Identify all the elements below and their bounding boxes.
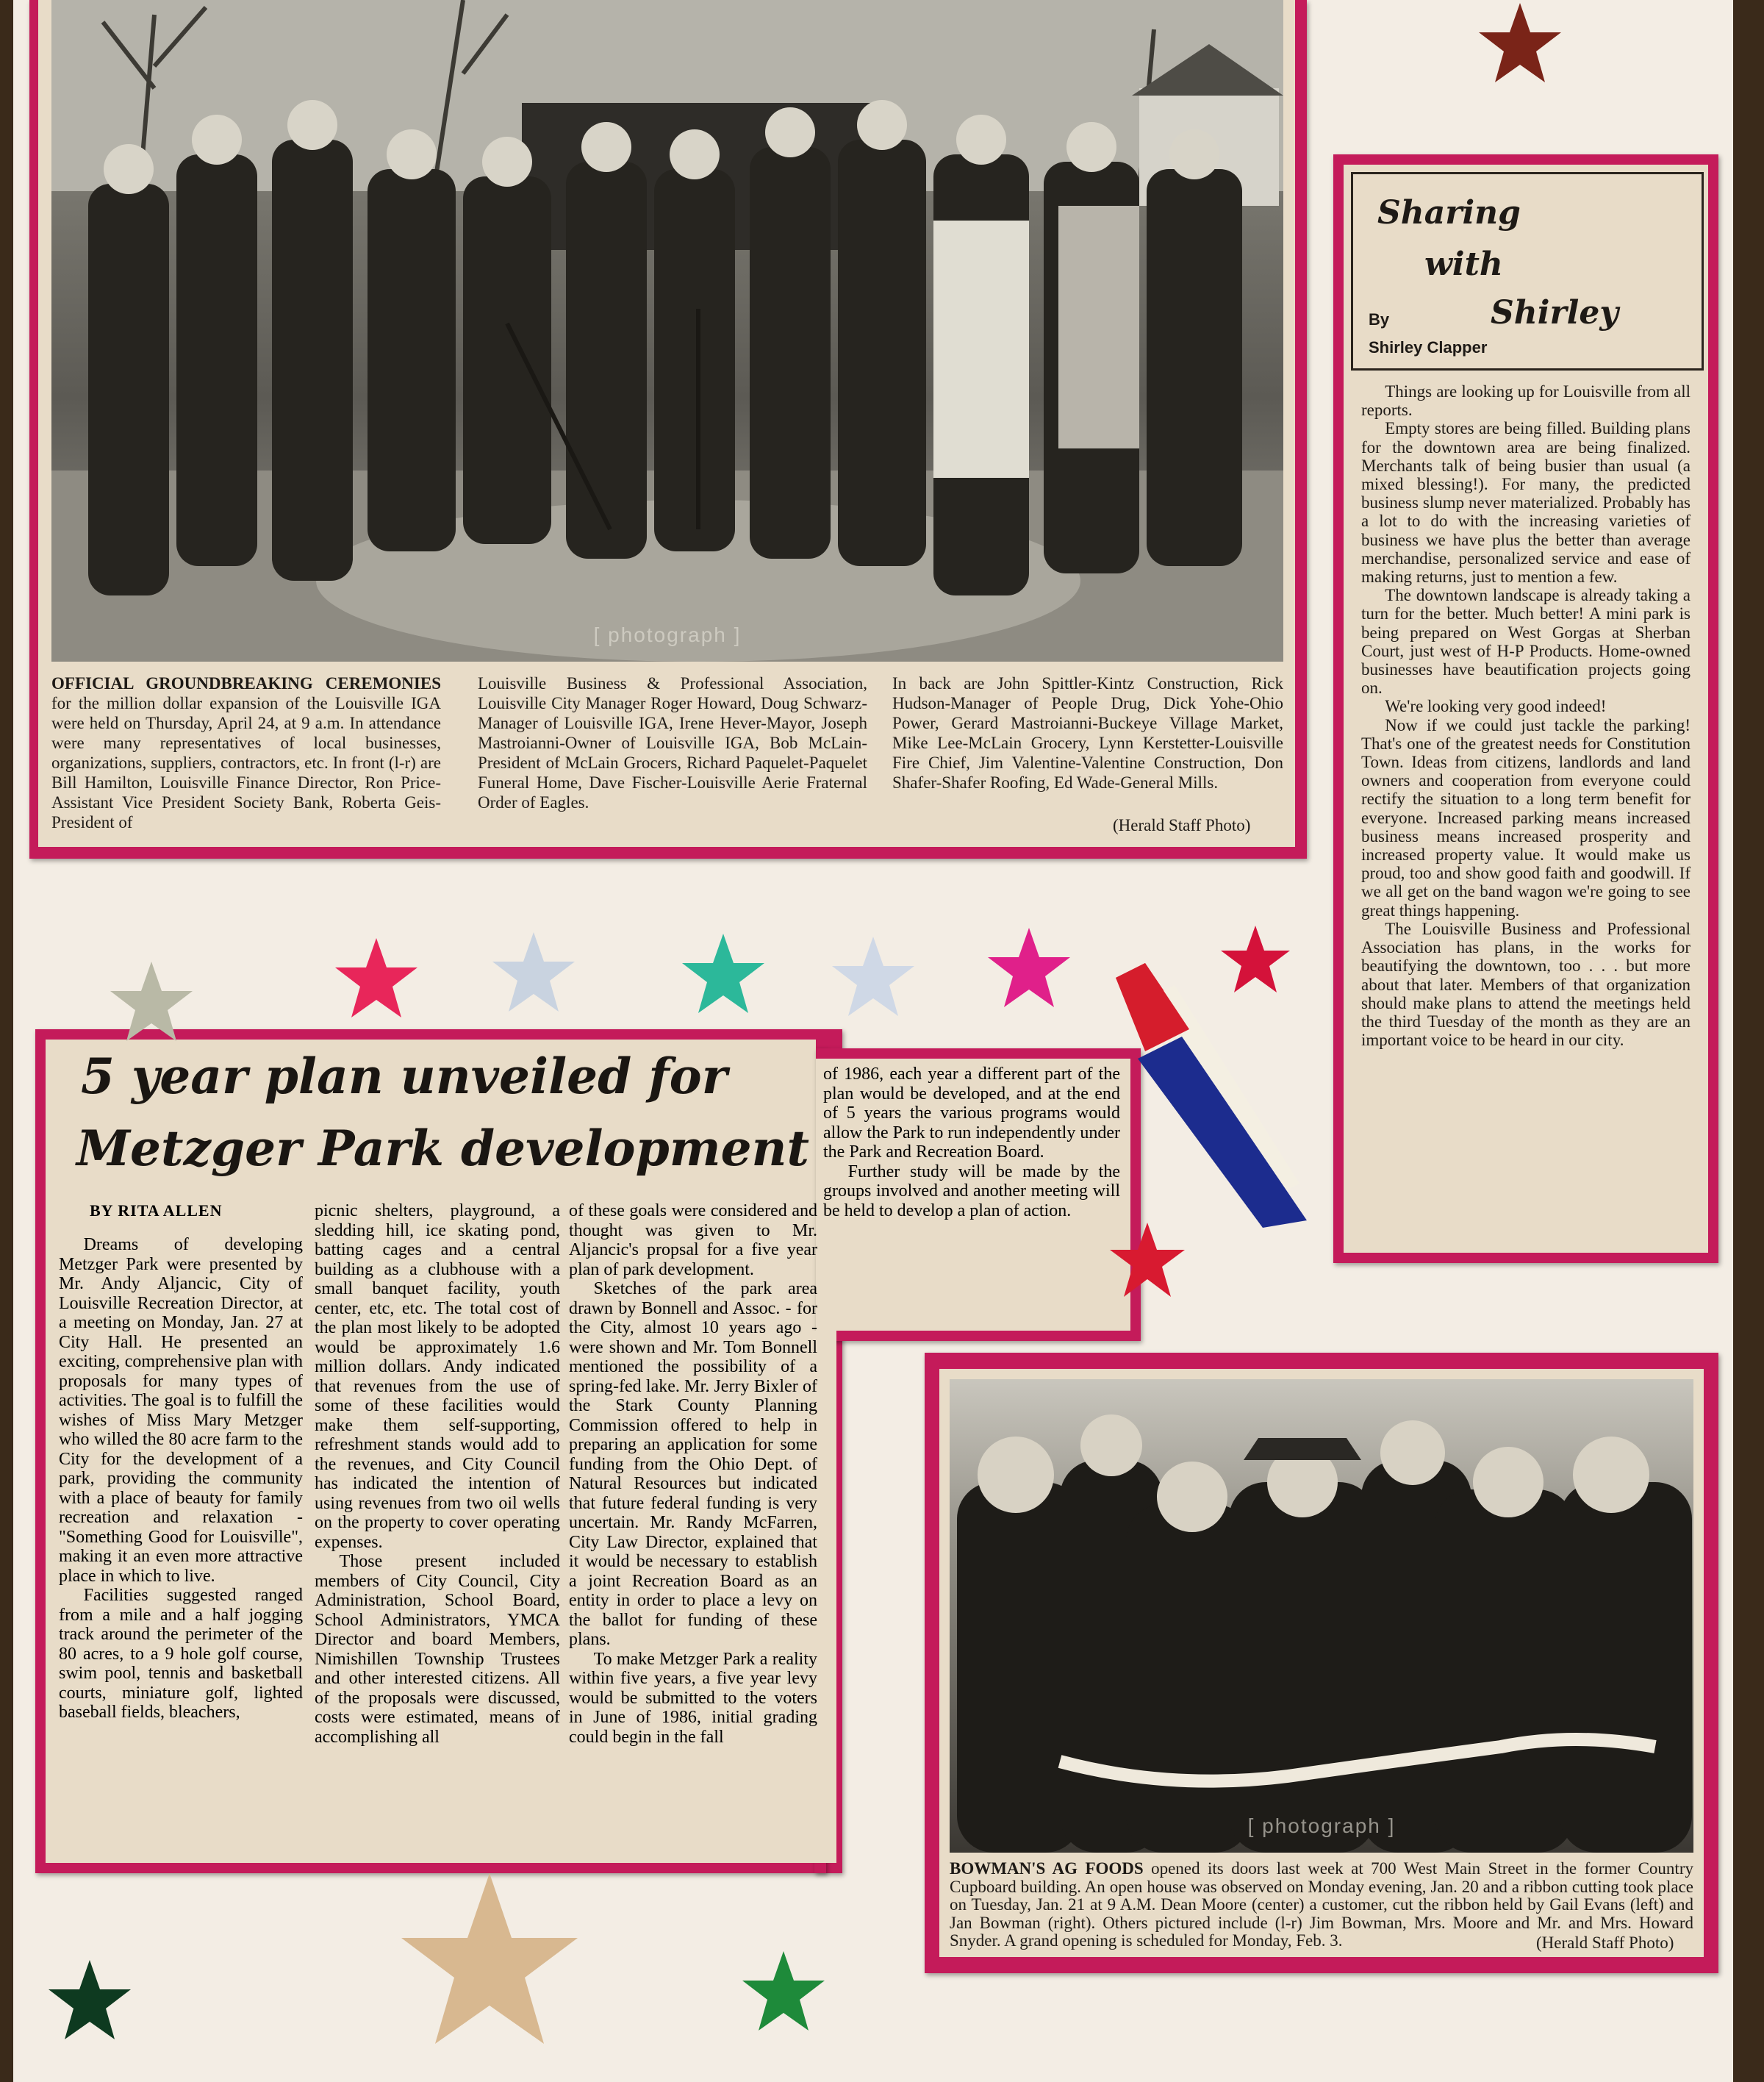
column-title-sharing: Sharing [1377, 194, 1521, 232]
article-paragraph: of 1986, each year a different part of the plan would be developed, and at the end of 5 years the various programs would allow the Park to run independently under the Park and Recreation Board. [823, 1065, 1120, 1162]
groundbreaking-photo [51, 0, 1283, 662]
star-shape [1110, 1223, 1185, 1297]
bowman-caption-lead: BOWMAN'S AG FOODS [950, 1859, 1144, 1878]
article-col3 [569, 1201, 817, 1747]
column-author: Shirley Clapper [1369, 338, 1488, 357]
star-sticker [332, 935, 420, 1023]
star-shape [335, 938, 417, 1017]
column-body [1361, 382, 1690, 1049]
star-sticker [46, 1957, 134, 2045]
column-paragraph: The Louisville Business and Professional Association has plans, in the works for beautifying the downtown, too . . . but more about that later. Members of that organization should make plans to attend the meetings held the third Tuesday of the month as they are an important voice to be heard in our city. [1361, 919, 1690, 1050]
article-headline-line2: Metzger Park development [76, 1120, 810, 1177]
photo-placeholder-label: [ photograph ] [1247, 1814, 1396, 1837]
star-sticker [1219, 923, 1292, 997]
column-by: By [1369, 310, 1390, 329]
article-paragraph: Sketches of the park area drawn by Bonnell and Assoc. - for the City, almost 10 years ago - were shown and Mr. Tom Bonnell mentioned the possibility of a spring-fed lake. Mr. Jerry Bixler of the Stark County Planning Commission offered to help in preparing an application for some funding from the Ohio Dept. of Natural Resources but indicated that future federal funding is very uncertain. Mr. Randy McFarren, City Law Director, explained that it would be necessary to establish a joint Recreation Board as an entity in order to place a levy on the ballot for funding of these plans. [569, 1279, 817, 1649]
star-sticker [1107, 1220, 1188, 1301]
star-sticker [107, 959, 196, 1047]
star-shape [49, 1960, 131, 2039]
star-sticker [829, 934, 917, 1022]
star-shape [110, 962, 193, 1041]
column-paragraph: Things are looking up for Louisville from all reports. [1361, 382, 1690, 420]
article-col4 [823, 1065, 1120, 1220]
column-paragraph: Now if we could just tackle the parking! That's one of the greatest needs for Constitution Town. Ideas from citizens, landlords and land owners and cooperation from everyone could rectify the situation to a long term benefit for everyone. Increased parking means increased business means increased prosperity and increased property value. It would make us proud, too and show good faith and goodwill. If we all get on the band wagon we're going to see great things happening. [1361, 715, 1690, 920]
column-clipping [1344, 165, 1708, 1253]
article-col1 [59, 1235, 303, 1723]
star-shape [1479, 3, 1561, 82]
groundbreaking-photo-scene [51, 0, 1283, 662]
groundbreaking-caption-text-2: Louisville Business & Professional Association, Louisville City Manager Roger Howard, Doug Schwarz-Manager of Louisville IGA, Irene Hever-Mayor, Joseph Mastroianni-Owner of Louisville IGA, Bob McLain-President of McLain Grocers, Richard Paquelet-Paquelet Funeral Home, Dave Fischer-Louisville Aerie Fraternal Order of Eagles. [478, 674, 867, 812]
flag-ribbon [1101, 963, 1322, 1228]
star-sticker [739, 1948, 828, 2036]
article-paragraph: To make Metzger Park a reality within five years, a five year levy would be submitted to the voters in June of 1986, initial grading could begin in the fall [569, 1649, 817, 1747]
article-byline: BY RITA ALLEN [90, 1201, 223, 1220]
groundbreaking-credit: (Herald Staff Photo) [1113, 816, 1251, 834]
star-sticker [394, 1867, 585, 2058]
article-paragraph: Facilities suggested ranged from a mile and a half jogging track around the perimeter of the 80 acres, to a 9 hole golf course, swim pool, tennis and basketball courts, miniature golf, lighted baseball fields, bleachers, [59, 1586, 303, 1722]
groundbreaking-caption-text-1: for the million dollar expansion of the Louisville IGA were held on Thursday, April 24, at 9 a.m. In attendance were many representatives of local businesses, organizations, suppliers, contractors, etc. In front (l-r) are Bill Hamilton, Louisville Finance Director, Ron Price-Assistant Vice President Society Bank, Roberta Geis-President of [51, 694, 441, 831]
bowman-photo-scene [950, 1379, 1693, 1853]
groundbreaking-caption-col3 [892, 673, 1283, 793]
star-shape [492, 932, 575, 1012]
photo-placeholder-label: [ photograph ] [593, 623, 742, 646]
article-paragraph: of these goals were considered and thought was given to Mr. Aljancic's propsal for a five year plan of park development. [569, 1201, 817, 1279]
column-paragraph: Empty stores are being filled. Building plans for the downtown area are being finalized. Merchants talk of being busier than usual (a mixed blessing!). For many, the predicted business slump never materialized. Probably has a lot to do with the increasing varieties of business we have plus the better than average merchandise, personalized service and ease of making returns, just to mention a few. [1361, 419, 1690, 587]
article-paragraph: picnic shelters, playground, a sledding hill, ice skating pond, batting cages and a central building as a clubhouse with a small banquet facility, youth center, etc, etc. The total cost of the plan most likely to be adopted would be approximately 1.6 million dollars. Andy indicated that revenues from the use of some of these facilities would make them self-supporting, refreshment stands would add to the revenues, and City Council has indicated the intention of using revenues from two oil wells on the property to cover operating expenses. [315, 1201, 560, 1552]
column-paragraph: The downtown landscape is already taking a turn for the better. Much better! A mini park is being prepared on West Gorgas at Sherban Court, just west of H-P Products. Home-owned businesses have beautification projects going on. [1361, 586, 1690, 698]
star-sticker [679, 931, 767, 1019]
star-shape [682, 934, 764, 1013]
bowman-caption-text: opened its doors last week at 700 West Main Street in the former Country Cupboard building. An open house was observed on Monday evening, Jan. 20 and a ribbon cutting took place on Tuesday, Jan. 21 at 9 A.M. Dean Moore (center) a customer, cut the ribbon held by Gail Evans (left) and Jan Bowman (right). Others pictured include (l-r) Jim Bowman, Mrs. Moore and Mr. and Mrs. Howard Snyder. A grand opening is scheduled for Monday, Feb. 3. [950, 1859, 1693, 1950]
star-shape [1221, 926, 1290, 992]
bowman-photo [950, 1379, 1693, 1853]
bowman-clipping [939, 1369, 1704, 1957]
groundbreaking-caption-lead: OFFICIAL GROUNDBREAKING CEREMONIES [51, 674, 441, 693]
star-sticker [490, 929, 578, 1017]
groundbreaking-caption-col2 [478, 673, 867, 812]
column-title-with: with [1424, 246, 1503, 283]
star-sticker [1476, 0, 1564, 88]
groundbreaking-caption-col1 [51, 673, 441, 832]
bowman-mat [925, 1353, 1718, 1973]
star-shape [401, 1873, 578, 2044]
groundbreaking-caption-text-3: In back are John Spittler-Kintz Construction, Rick Hudson-Manager of People Drug, Dick Yohe-Ohio Power, Gerard Mastroianni-Buckeye Village Market, Mike Lee-McLain Grocery, Lynn Kerstetter-Louisville Fire Chief, Jim Valentine-Valentine Construction, Don Shafer-Shafer Roofing, Ed Wade-General Mills. [892, 674, 1283, 792]
star-shape [988, 928, 1070, 1007]
star-shape [832, 937, 914, 1016]
article-paragraph: Dreams of developing Metzger Park were presented by Mr. Andy Aljancic, City of Louisville Recreation Director, at a meeting on Monday, Jan. 27 at City Hall. He presented an exciting, comprehensive plan with proposals for many types of activities. The goal is to fulfill the wishes of Miss Mary Metzger who willed the 80 acre farm to the City for the development of a park, providing the community with a place of beauty for family recreation and relaxation - "Something Good for Louisville", making it an even more attractive place in which to live. [59, 1235, 303, 1586]
article-headline-line1: 5 year plan unveiled for [81, 1048, 728, 1105]
scrapbook-page [13, 0, 1733, 2082]
bowman-credit: (Herald Staff Photo) [1536, 1933, 1674, 1952]
article-paragraph: Those present included members of City Council, City Administration, School Board, School Administrators, YMCA Director and board Members, Nimishillen Township Trustees and other interested citizens. All of the proposals were discussed, costs were estimated, means of accomplishing all [315, 1552, 560, 1747]
column-title-shirley: Shirley [1491, 294, 1618, 332]
star-shape [742, 1951, 825, 2031]
article-col2 [315, 1201, 560, 1747]
column-mat [1333, 154, 1718, 1263]
column-paragraph: We're looking very good indeed! [1385, 697, 1607, 716]
groundbreaking-clipping [38, 0, 1295, 847]
groundbreaking-mat [29, 0, 1307, 859]
article-paragraph: Further study will be made by the groups involved and another meeting will be held to develop a plan of action. [823, 1162, 1120, 1220]
star-sticker [985, 925, 1073, 1013]
